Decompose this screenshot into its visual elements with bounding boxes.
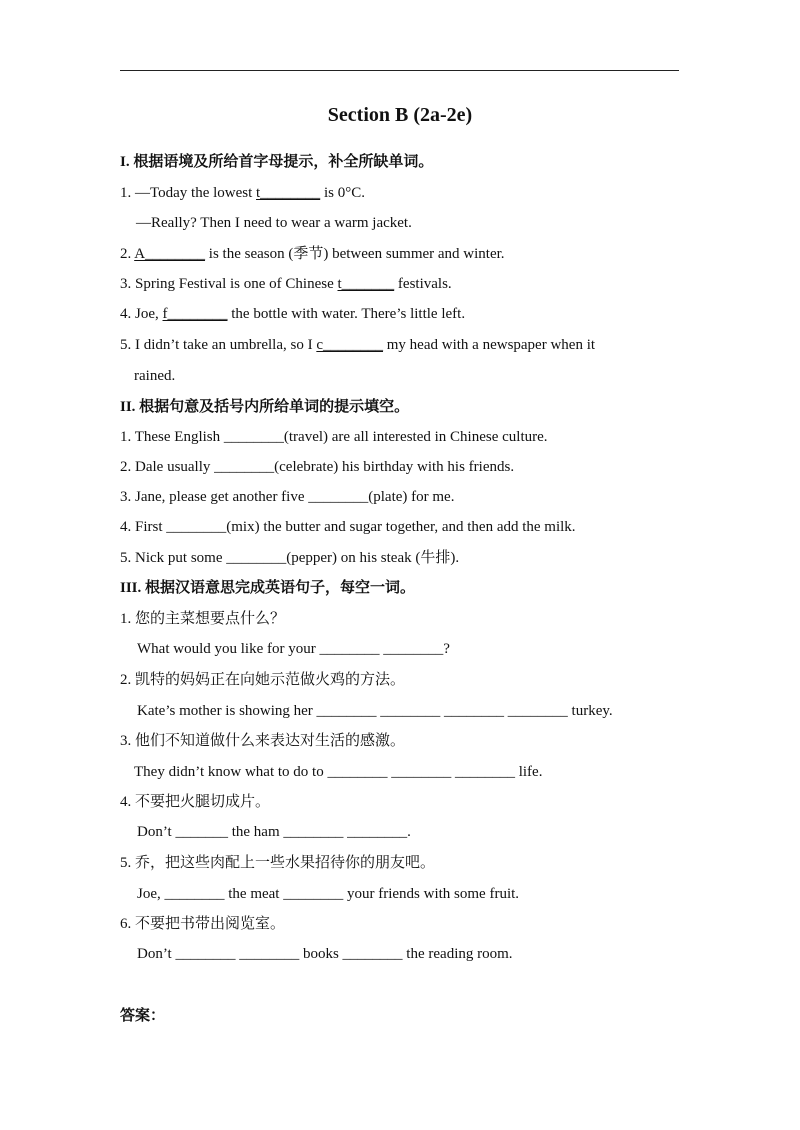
s1-q2-text-pre: 2. [120, 246, 135, 262]
s3-question-4-english: Don’t _______ the ham ________ ________. [137, 824, 411, 840]
s3-question-6-english: Don’t ________ ________ books ________ the reading room. [137, 946, 513, 962]
s3-question-5-english: Joe, ________ the meat ________ your friends with some fruit. [137, 886, 520, 902]
s2-question-4: 4. First ________(mix) the butter and sugar together, and then add the milk. [120, 519, 576, 535]
s3-question-1-english: What would you like for your ________ ________? [137, 641, 450, 657]
s2-question-3: 3. Jane, please get another five ________(plate) for me. [120, 489, 455, 505]
s1-question-4 [120, 304, 465, 324]
s1-q4-blank: f________ [162, 306, 228, 322]
s1-q1-blank: t________ [256, 185, 321, 201]
s1-q5-text-pre: 5. I didn’t take an umbrella, so I [120, 337, 317, 353]
s1-question-1-line-2: —Really? Then I need to wear a warm jacket. [136, 215, 412, 231]
s3-question-2-english: Kate’s mother is showing her ________ ________ ________ ________ turkey. [137, 703, 613, 719]
s1-q3-text-post: festivals. [394, 276, 452, 292]
s1-q3-blank: t_______ [337, 276, 395, 292]
s1-q5-text-post: my head with a newspaper when it [383, 337, 596, 353]
answers-label: 答案： [120, 1008, 166, 1024]
s1-question-5-line-1 [120, 335, 595, 355]
s2-question-5: 5. Nick put some ________(pepper) on his steak (牛排). [120, 550, 460, 566]
s1-q3-text-pre: 3. Spring Festival is one of Chinese [120, 276, 338, 292]
s1-q1-text-pre: 1. —Today the lowest [120, 185, 257, 201]
s1-question-1-line-1 [120, 183, 365, 203]
page-title: Section B (2a-2e) [327, 104, 473, 126]
s1-question-5-line-2: rained. [134, 368, 176, 384]
s1-question-3 [120, 274, 452, 294]
s3-question-5-chinese: 5. 乔，把这些肉配上一些水果招待你的朋友吧。 [120, 855, 436, 871]
section-2-heading: II. 根据句意及括号内所给单词的提示填空。 [120, 399, 410, 415]
s1-q4-text-pre: 4. Joe, [120, 306, 163, 322]
s3-question-4-chinese: 4. 不要把火腿切成片。 [120, 794, 271, 810]
s3-question-2-chinese: 2. 凯特的妈妈正在向她示范做火鸡的方法。 [120, 672, 406, 688]
s2-question-1: 1. These English ________(travel) are all interested in Chinese culture. [120, 429, 548, 445]
section-1-heading: I. 根据语境及所给首字母提示，补全所缺单词。 [120, 154, 434, 170]
section-3-heading: III. 根据汉语意思完成英语句子，每空一词。 [120, 580, 416, 596]
s1-q4-text-post: the bottle with water. There’s little left. [227, 306, 466, 322]
s1-q2-text-post: is the season (季节) between summer and winter. [205, 246, 505, 262]
s2-question-2: 2. Dale usually ________(celebrate) his birthday with his friends. [120, 459, 515, 475]
s1-q1-text-post: is 0°C. [320, 185, 365, 201]
s1-question-2 [120, 244, 505, 264]
s1-q2-blank: A________ [134, 246, 206, 262]
s3-question-1-chinese: 1. 您的主菜想要点什么？ [120, 611, 286, 627]
s3-question-6-chinese: 6. 不要把书带出阅览室。 [120, 916, 286, 932]
header-rule [120, 70, 679, 71]
s3-question-3-chinese: 3. 他们不知道做什么来表达对生活的感激。 [120, 733, 406, 749]
s3-question-3-english: They didn’t know what to do to ________ ________ ________ life. [134, 764, 543, 780]
s1-q5-blank: c________ [316, 337, 384, 353]
